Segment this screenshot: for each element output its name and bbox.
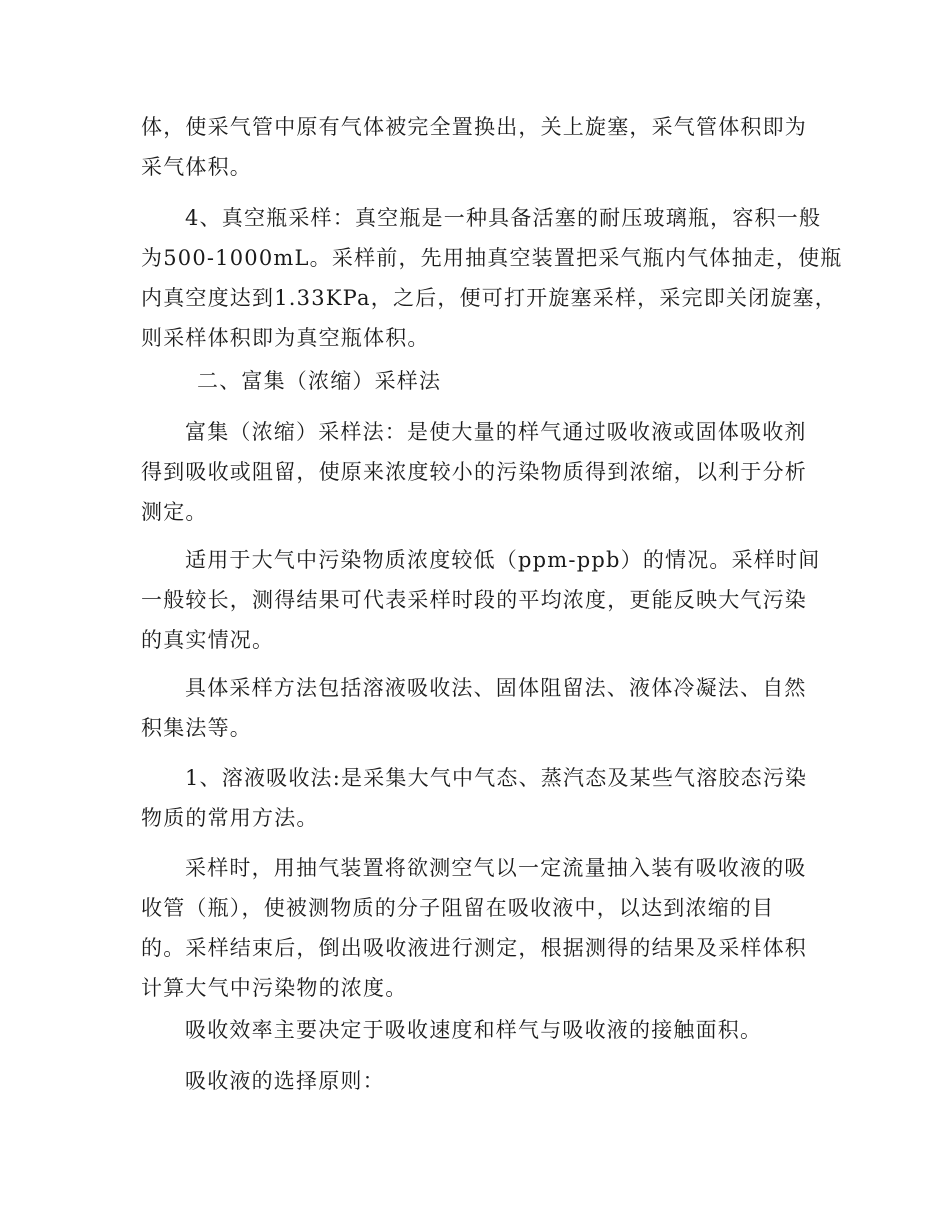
- text-line: 收管（瓶），使被测物质的分子阻留在吸收液中，以达到浓缩的目: [141, 896, 775, 920]
- paragraph-gas-tube-continuation: [141, 107, 811, 187]
- text-line: 采样时，用抽气装置将欲测空气以一定流量抽入装有吸收液的吸: [185, 856, 807, 880]
- text-line: 体，使采气管中原有气体被完全置换出，关上旋塞，采气管体积即为: [141, 115, 807, 139]
- text-line: 计算大气中污染物的浓度。: [141, 976, 408, 1000]
- paragraph-vacuum-bottle-sampling: [141, 198, 843, 358]
- paragraph-absorption-efficiency: [141, 1010, 811, 1050]
- paragraph-enrichment-definition: [141, 412, 811, 532]
- text-line: 为500-1000mL。采样前，先用抽真空装置把采气瓶内气体抽走，使瓶: [141, 246, 843, 270]
- text-line: 测定。: [141, 500, 208, 524]
- text-line: 吸收液的选择原则：: [185, 1069, 385, 1093]
- text-line: 4、真空瓶采样：真空瓶是一种具备活塞的耐压玻璃瓶，容积一般: [185, 206, 822, 230]
- paragraph-solution-absorption: [141, 758, 811, 838]
- section-heading-enrichment-sampling: [141, 361, 811, 401]
- paragraph-sampling-methods: [141, 668, 811, 748]
- text-line: 则采样体积即为真空瓶体积。: [141, 326, 430, 350]
- paragraph-applicability: [141, 540, 821, 660]
- text-line: 富集（浓缩）采样法：是使大量的样气通过吸收液或固体吸收剂: [185, 420, 807, 444]
- text-line: 吸收效率主要决定于吸收速度和样气与吸收液的接触面积。: [185, 1018, 763, 1042]
- text-line: 1、溶液吸收法:是采集大气中气态、蒸汽态及某些气溶胶态污染: [185, 766, 808, 790]
- text-line: 采气体积。: [141, 155, 252, 179]
- text-line: 物质的常用方法。: [141, 806, 319, 830]
- paragraph-selection-principles: [141, 1061, 811, 1101]
- text-line: 一般较长，测得结果可代表采样时段的平均浓度，更能反映大气污染: [141, 588, 807, 612]
- text-line: 得到吸收或阻留，使原来浓度较小的污染物质得到浓缩，以利于分析: [141, 460, 807, 484]
- text-line: 具体采样方法包括溶液吸收法、固体阻留法、液体冷凝法、自然: [185, 676, 807, 700]
- heading-text: 二、富集（浓缩）采样法: [197, 369, 442, 393]
- text-line: 积集法等。: [141, 716, 252, 740]
- text-line: 内真空度达到1.33KPa，之后，便可打开旋塞采样，采完即关闭旋塞，: [141, 286, 837, 310]
- text-line: 的。采样结束后，倒出吸收液进行测定，根据测得的结果及采样体积: [141, 936, 807, 960]
- paragraph-sampling-procedure: [141, 848, 811, 1008]
- text-line: 的真实情况。: [141, 628, 275, 652]
- text-line: 适用于大气中污染物质浓度较低（ppm-ppb）的情况。采样时间: [185, 548, 821, 572]
